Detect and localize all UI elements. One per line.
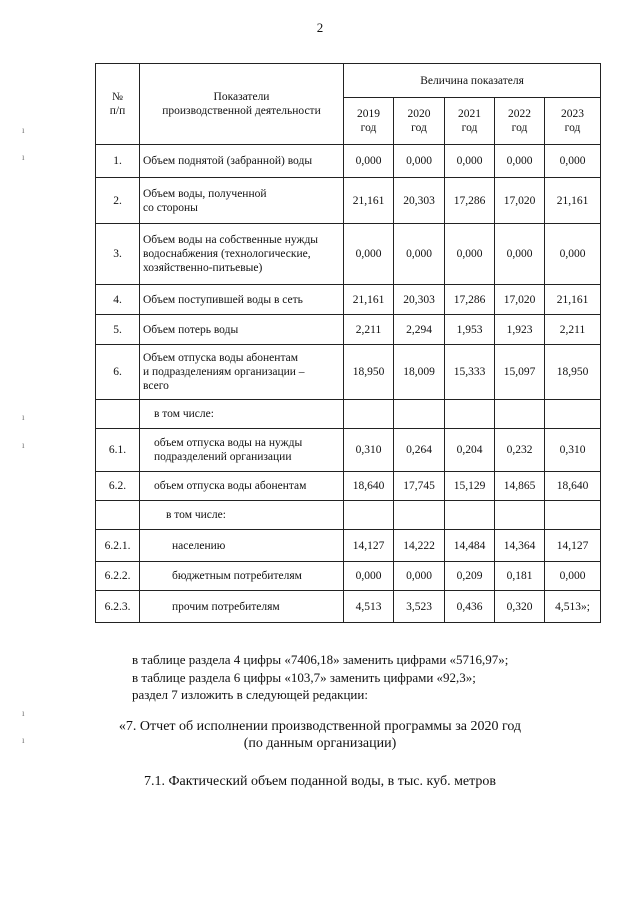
table-row bbox=[96, 345, 601, 400]
row-value: 0,436 bbox=[445, 591, 495, 623]
row-value: 14,127 bbox=[344, 530, 394, 562]
row-value: 0,320 bbox=[495, 591, 545, 623]
row-indicator-line: подразделений организации bbox=[154, 451, 292, 463]
header-year-line: год bbox=[511, 122, 528, 134]
header-number bbox=[96, 64, 140, 145]
row-value bbox=[344, 400, 394, 429]
row-number: 1. bbox=[96, 145, 140, 178]
header-year-line: год bbox=[461, 122, 478, 134]
row-value: 0,204 bbox=[445, 429, 495, 472]
indicators-table bbox=[95, 63, 601, 623]
row-indicator-line: со стороны bbox=[143, 201, 198, 214]
row-indicator-line: бюджетным потребителям bbox=[172, 570, 302, 582]
row-indicator-line: Объем отпуска воды абонентам bbox=[143, 352, 298, 364]
row-indicator-line: в том числе: bbox=[166, 509, 226, 521]
row-value: 0,000 bbox=[344, 562, 394, 591]
header-year-line: 2023 bbox=[561, 108, 585, 120]
row-indicator bbox=[140, 562, 344, 591]
row-value: 20,303 bbox=[394, 285, 445, 315]
table-row bbox=[96, 562, 601, 591]
row-value: 4,513»; bbox=[545, 591, 601, 623]
margin-mark: ı bbox=[22, 735, 25, 745]
row-value bbox=[394, 501, 445, 530]
table-row bbox=[96, 591, 601, 623]
header-year bbox=[545, 98, 601, 145]
row-indicator bbox=[140, 591, 344, 623]
row-indicator bbox=[140, 429, 344, 472]
row-indicator-line: Объем поступившей воды в сеть bbox=[143, 293, 303, 306]
row-value: 15,333 bbox=[445, 345, 495, 400]
row-value: 0,000 bbox=[394, 562, 445, 591]
row-value: 18,640 bbox=[545, 472, 601, 501]
row-number bbox=[96, 400, 140, 429]
table-row bbox=[96, 145, 601, 178]
row-value: 21,161 bbox=[344, 285, 394, 315]
row-value: 15,129 bbox=[445, 472, 495, 501]
row-value: 0,000 bbox=[545, 224, 601, 285]
row-value: 0,000 bbox=[545, 145, 601, 178]
table-row bbox=[96, 472, 601, 501]
margin-mark: ı bbox=[22, 440, 25, 450]
margin-mark: ı bbox=[22, 708, 25, 718]
header-year-line: год bbox=[564, 122, 581, 134]
row-value: 0,000 bbox=[495, 145, 545, 178]
row-indicator-line: в том числе: bbox=[154, 408, 214, 420]
margin-mark: ı bbox=[22, 412, 25, 422]
row-value: 4,513 bbox=[344, 591, 394, 623]
row-number: 4. bbox=[96, 285, 140, 315]
row-indicator-line: и подразделениям организации – bbox=[143, 366, 305, 378]
row-value: 0,209 bbox=[445, 562, 495, 591]
row-number: 6.2.1. bbox=[96, 530, 140, 562]
row-value: 21,161 bbox=[344, 178, 394, 224]
table-row bbox=[96, 400, 601, 429]
section-title-line: «7. Отчет об исполнении производственной программы за 2020 год bbox=[118, 719, 522, 734]
row-number: 6.1. bbox=[96, 429, 140, 472]
row-value: 18,640 bbox=[344, 472, 394, 501]
row-value: 0,181 bbox=[495, 562, 545, 591]
margin-mark: ı bbox=[22, 152, 25, 162]
row-value bbox=[445, 501, 495, 530]
row-indicator bbox=[140, 501, 344, 530]
row-value: 2,294 bbox=[394, 315, 445, 345]
section-title bbox=[0, 718, 640, 752]
instruction-line: раздел 7 изложить в следующей редакции: bbox=[132, 687, 368, 702]
row-number: 2. bbox=[96, 178, 140, 224]
row-value: 0,310 bbox=[344, 429, 394, 472]
row-number: 6.2. bbox=[96, 472, 140, 501]
row-indicator bbox=[140, 145, 344, 178]
header-year-line: 2019 bbox=[357, 108, 380, 120]
row-value: 18,009 bbox=[394, 345, 445, 400]
table-row bbox=[96, 530, 601, 562]
row-value: 0,264 bbox=[394, 429, 445, 472]
row-value: 14,484 bbox=[445, 530, 495, 562]
row-number: 6.2.3. bbox=[96, 591, 140, 623]
table-row bbox=[96, 285, 601, 315]
row-value: 0,000 bbox=[344, 224, 394, 285]
header-year-line: год bbox=[411, 122, 427, 134]
row-value: 20,303 bbox=[394, 178, 445, 224]
row-value: 0,000 bbox=[394, 224, 445, 285]
row-indicator bbox=[140, 530, 344, 562]
row-value: 21,161 bbox=[545, 285, 601, 315]
row-value bbox=[445, 400, 495, 429]
row-value: 2,211 bbox=[545, 315, 601, 345]
row-value: 0,000 bbox=[344, 145, 394, 178]
row-value: 0,000 bbox=[545, 562, 601, 591]
row-indicator bbox=[140, 178, 344, 224]
row-value: 14,127 bbox=[545, 530, 601, 562]
header-year-line: 2022 bbox=[508, 108, 531, 120]
row-number: 5. bbox=[96, 315, 140, 345]
row-indicator-line: Объем воды, полученной bbox=[143, 187, 267, 200]
row-value: 14,364 bbox=[495, 530, 545, 562]
table-row bbox=[96, 224, 601, 285]
table-row bbox=[96, 429, 601, 472]
header-year bbox=[344, 98, 394, 145]
table-row bbox=[96, 315, 601, 345]
row-value: 17,745 bbox=[394, 472, 445, 501]
row-indicator bbox=[140, 345, 344, 400]
row-indicator-line: Объем потерь воды bbox=[143, 323, 239, 336]
row-value: 0,000 bbox=[394, 145, 445, 178]
row-indicator-line: всего bbox=[143, 380, 169, 392]
row-value: 0,000 bbox=[445, 145, 495, 178]
row-number: 6.2.2. bbox=[96, 562, 140, 591]
header-year bbox=[394, 98, 445, 145]
row-number bbox=[96, 501, 140, 530]
row-value: 17,020 bbox=[495, 178, 545, 224]
row-value: 0,310 bbox=[545, 429, 601, 472]
row-indicator-line: хозяйственно-питьевые) bbox=[143, 262, 263, 274]
row-indicator bbox=[140, 315, 344, 345]
row-value: 21,161 bbox=[545, 178, 601, 224]
row-value: 2,211 bbox=[344, 315, 394, 345]
table-row bbox=[96, 178, 601, 224]
margin-mark: ı bbox=[22, 125, 25, 135]
amendment-instructions bbox=[132, 651, 508, 704]
row-value bbox=[495, 400, 545, 429]
instruction-line: в таблице раздела 6 цифры «103,7» заменить цифрами «92,3»; bbox=[132, 669, 476, 685]
row-value: 14,865 bbox=[495, 472, 545, 501]
row-indicator-line: водоснабжения (технологические, bbox=[143, 248, 311, 260]
row-value bbox=[495, 501, 545, 530]
row-value: 0,000 bbox=[495, 224, 545, 285]
row-number: 6. bbox=[96, 345, 140, 400]
row-value: 18,950 bbox=[344, 345, 394, 400]
row-number: 3. bbox=[96, 224, 140, 285]
header-year-line: 2020 bbox=[407, 108, 431, 120]
header-value-group: Величина показателя bbox=[344, 64, 601, 98]
row-value bbox=[344, 501, 394, 530]
indicators-table-container bbox=[95, 63, 596, 623]
row-indicator-line: Объем воды на собственные нужды bbox=[143, 234, 319, 246]
row-indicator bbox=[140, 224, 344, 285]
header-year bbox=[445, 98, 495, 145]
row-indicator-line: объем отпуска воды абонентам bbox=[154, 480, 307, 492]
row-value: 18,950 bbox=[545, 345, 601, 400]
row-indicator-line: объем отпуска воды на нужды bbox=[154, 437, 303, 449]
row-indicator-line: населению bbox=[172, 539, 226, 552]
row-value bbox=[545, 501, 601, 530]
row-value bbox=[394, 400, 445, 429]
row-indicator-line: прочим потребителям bbox=[172, 600, 280, 613]
section-title-line: (по данным организации) bbox=[243, 736, 397, 751]
row-value: 15,097 bbox=[495, 345, 545, 400]
row-value: 17,286 bbox=[445, 285, 495, 315]
table-row bbox=[96, 501, 601, 530]
row-value: 17,020 bbox=[495, 285, 545, 315]
row-value: 3,523 bbox=[394, 591, 445, 623]
header-indicators-line: производственной деятельности bbox=[162, 105, 321, 117]
header-year-line: год bbox=[360, 122, 377, 134]
header-year-line: 2021 bbox=[458, 108, 481, 120]
header-indicators bbox=[140, 64, 344, 145]
page-number: 2 bbox=[316, 20, 324, 35]
section-subtitle: 7.1. Фактический объем поданной воды, в тыс. куб. метров bbox=[143, 774, 497, 789]
row-value: 14,222 bbox=[394, 530, 445, 562]
instruction-line: в таблице раздела 4 цифры «7406,18» заменить цифрами «5716,97»; bbox=[132, 652, 509, 667]
row-value: 0,232 bbox=[495, 429, 545, 472]
row-indicator bbox=[140, 472, 344, 501]
row-value bbox=[545, 400, 601, 429]
row-value: 17,286 bbox=[445, 178, 495, 224]
row-indicator bbox=[140, 400, 344, 429]
header-number-line: № bbox=[112, 91, 123, 103]
row-value: 1,923 bbox=[495, 315, 545, 345]
row-value: 0,000 bbox=[445, 224, 495, 285]
row-indicator-line: Объем поднятой (забранной) воды bbox=[143, 155, 313, 167]
header-number-line: п/п bbox=[109, 105, 126, 117]
row-indicator bbox=[140, 285, 344, 315]
header-year bbox=[495, 98, 545, 145]
row-value: 1,953 bbox=[445, 315, 495, 345]
header-indicators-line: Показатели bbox=[213, 91, 270, 103]
